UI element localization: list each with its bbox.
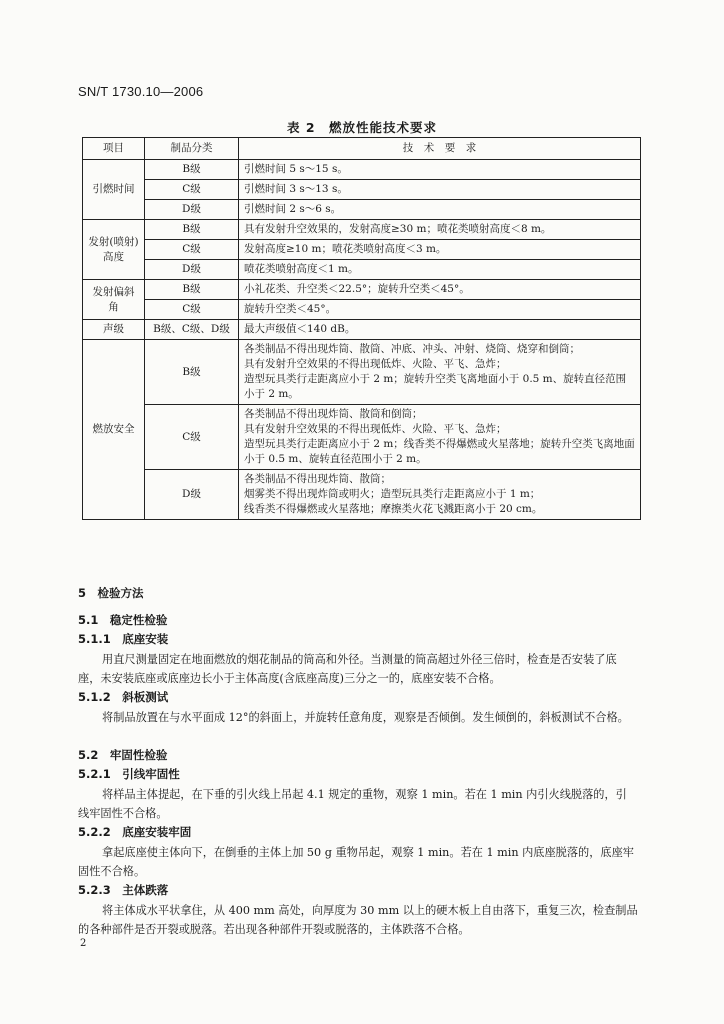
table-row (83, 280, 641, 300)
table-row (83, 160, 641, 180)
item-cell: 引燃时间 (83, 160, 145, 220)
table-row (83, 470, 641, 520)
requirement-line: 喷花类喷射高度＜1 m。 (244, 263, 359, 275)
requirement-cell (239, 260, 641, 280)
table-header-row (83, 138, 641, 160)
section-5-2-1-heading: 5.2.1 引线牢固性 (78, 767, 180, 781)
item-cell: 声级 (83, 320, 145, 340)
section-5-1-heading: 5.1 稳定性检验 (78, 613, 168, 627)
header-grade: 制品分类 (145, 138, 239, 160)
table-row (83, 240, 641, 260)
header-item: 项目 (83, 138, 145, 160)
item-cell: 燃放安全 (83, 340, 145, 520)
requirement-cell (239, 180, 641, 200)
section-5-1-2-heading: 5.1.2 斜板测试 (78, 690, 169, 704)
page-number: 2 (80, 938, 87, 949)
grade-cell: C级 (145, 405, 239, 470)
section-5-1-1-text: 用直尺测量固定在地面燃放的烟花制品的筒高和外径。当测量的筒高超过外径三倍时，检查是否安装了底座，未安装底座或底座边长小于主体高度(含底座高度)三分之一的，底座安装不合格。 (78, 653, 617, 685)
table-row (83, 300, 641, 320)
table-row (83, 340, 641, 405)
requirement-cell (239, 280, 641, 300)
requirement-cell (239, 240, 641, 260)
requirement-line: 线香类不得爆燃或火星落地；摩擦类火花飞溅距离小于 20 cm。 (244, 503, 543, 515)
requirement-cell (239, 405, 641, 470)
requirement-line: 引燃时间 5 s～15 s。 (244, 163, 348, 175)
table-row (83, 260, 641, 280)
grade-cell: B级 (145, 220, 239, 240)
table-row (83, 220, 641, 240)
section-5-2-2-text: 拿起底座使主体向下，在倒垂的主体上加 50 g 重物吊起，观察 1 min。若在 1 min 内底座脱落的，底座牢固性不合格。 (78, 846, 634, 878)
section-5-2-2-heading: 5.2.2 底座安装牢固 (78, 825, 192, 839)
grade-cell: C级 (145, 240, 239, 260)
grade-cell: B级 (145, 160, 239, 180)
grade-cell: D级 (145, 470, 239, 520)
section-5-1-2-text: 将制品放置在与水平面成 12°的斜面上，并旋转任意角度，观察是否倾倒。发生倾倒的，斜板测试不合格。 (102, 711, 629, 724)
grade-cell: C级 (145, 300, 239, 320)
standard-code: SN/T 1730.10—2006 (78, 84, 204, 99)
requirement-line: 具有发射升空效果的，发射高度≥30 m；喷花类喷射高度＜8 m。 (244, 223, 552, 235)
table-row (83, 200, 641, 220)
table-row (83, 405, 641, 470)
grade-cell: D级 (145, 260, 239, 280)
requirement-line: 发射高度≥10 m；喷花类喷射高度＜3 m。 (244, 243, 447, 255)
table-row (83, 320, 641, 340)
requirement-line: 各类制品不得出现炸筒、散筒、冲底、冲头、冲射、烧筒、烧穿和倒筒； (244, 343, 580, 355)
requirement-line: 最大声级值＜140 dB。 (244, 323, 356, 335)
requirement-line: 造型玩具类行走距离应小于 2 m；线香类不得爆燃或火星落地；旋转升空类飞离地面小于 0.5 m、旋转直径范围小于 2 m。 (244, 438, 635, 465)
requirement-line: 引燃时间 3 s～13 s。 (244, 183, 348, 195)
table-body (83, 160, 641, 520)
requirement-line: 具有发射升空效果的不得出现低炸、火险、平飞、急炸； (244, 423, 507, 435)
section-5-2-heading: 5.2 牢固性检验 (78, 748, 168, 762)
grade-cell: B级、C级、D级 (145, 320, 239, 340)
item-cell: 发射偏斜角 (83, 280, 145, 320)
requirement-line: 造型玩具类行走距离应小于 2 m；旋转升空类飞离地面小于 0.5 m、旋转直径范围小于 2 m。 (244, 373, 627, 400)
grade-cell: B级 (145, 340, 239, 405)
requirement-line: 各类制品不得出现炸筒、散筒和倒筒； (244, 408, 423, 420)
requirement-line: 小礼花类、升空类＜22.5°；旋转升空类＜45°。 (244, 283, 470, 295)
section-5-1-1-heading: 5.1.1 底座安装 (78, 632, 169, 646)
requirement-line: 烟雾类不得出现炸筒或明火；造型玩具类行走距离应小于 1 m； (244, 488, 541, 500)
requirement-cell (239, 470, 641, 520)
grade-cell: B级 (145, 280, 239, 300)
requirement-cell (239, 220, 641, 240)
table-title: 表 2 燃放性能技术要求 (286, 120, 438, 135)
table-row (83, 180, 641, 200)
section-5-2-1-text: 将样品主体提起，在下垂的引火线上吊起 4.1 规定的重物，观察 1 min。若在 1 min 内引火线脱落的，引线牢固性不合格。 (78, 788, 627, 820)
section-5-2-3-text: 将主体成水平状拿住，从 400 mm 高处，向厚度为 30 mm 以上的硬木板上自由落下，重复三次，检查制品的各种部件是否开裂或脱落。若出现各种部件开裂或脱落的，主体跌落不合格。 (78, 904, 638, 936)
section-5-2-3-heading: 5.2.3 主体跌落 (78, 883, 169, 897)
item-cell: 发射(喷射)高度 (83, 220, 145, 280)
requirement-line: 旋转升空类＜45°。 (244, 303, 337, 315)
requirement-line: 引燃时间 2 s～6 s。 (244, 203, 342, 215)
performance-table (82, 137, 641, 520)
section-5-heading: 5 检验方法 (78, 586, 144, 600)
requirement-cell (239, 320, 641, 340)
grade-cell: C级 (145, 180, 239, 200)
requirement-cell (239, 300, 641, 320)
requirement-cell (239, 340, 641, 405)
requirement-cell (239, 160, 641, 180)
requirement-line: 具有发射升空效果的不得出现低炸、火险、平飞、急炸； (244, 358, 507, 370)
header-requirement: 技 术 要 求 (239, 138, 641, 160)
grade-cell: D级 (145, 200, 239, 220)
requirement-cell (239, 200, 641, 220)
requirement-line: 各类制品不得出现炸筒、散筒； (244, 473, 391, 485)
